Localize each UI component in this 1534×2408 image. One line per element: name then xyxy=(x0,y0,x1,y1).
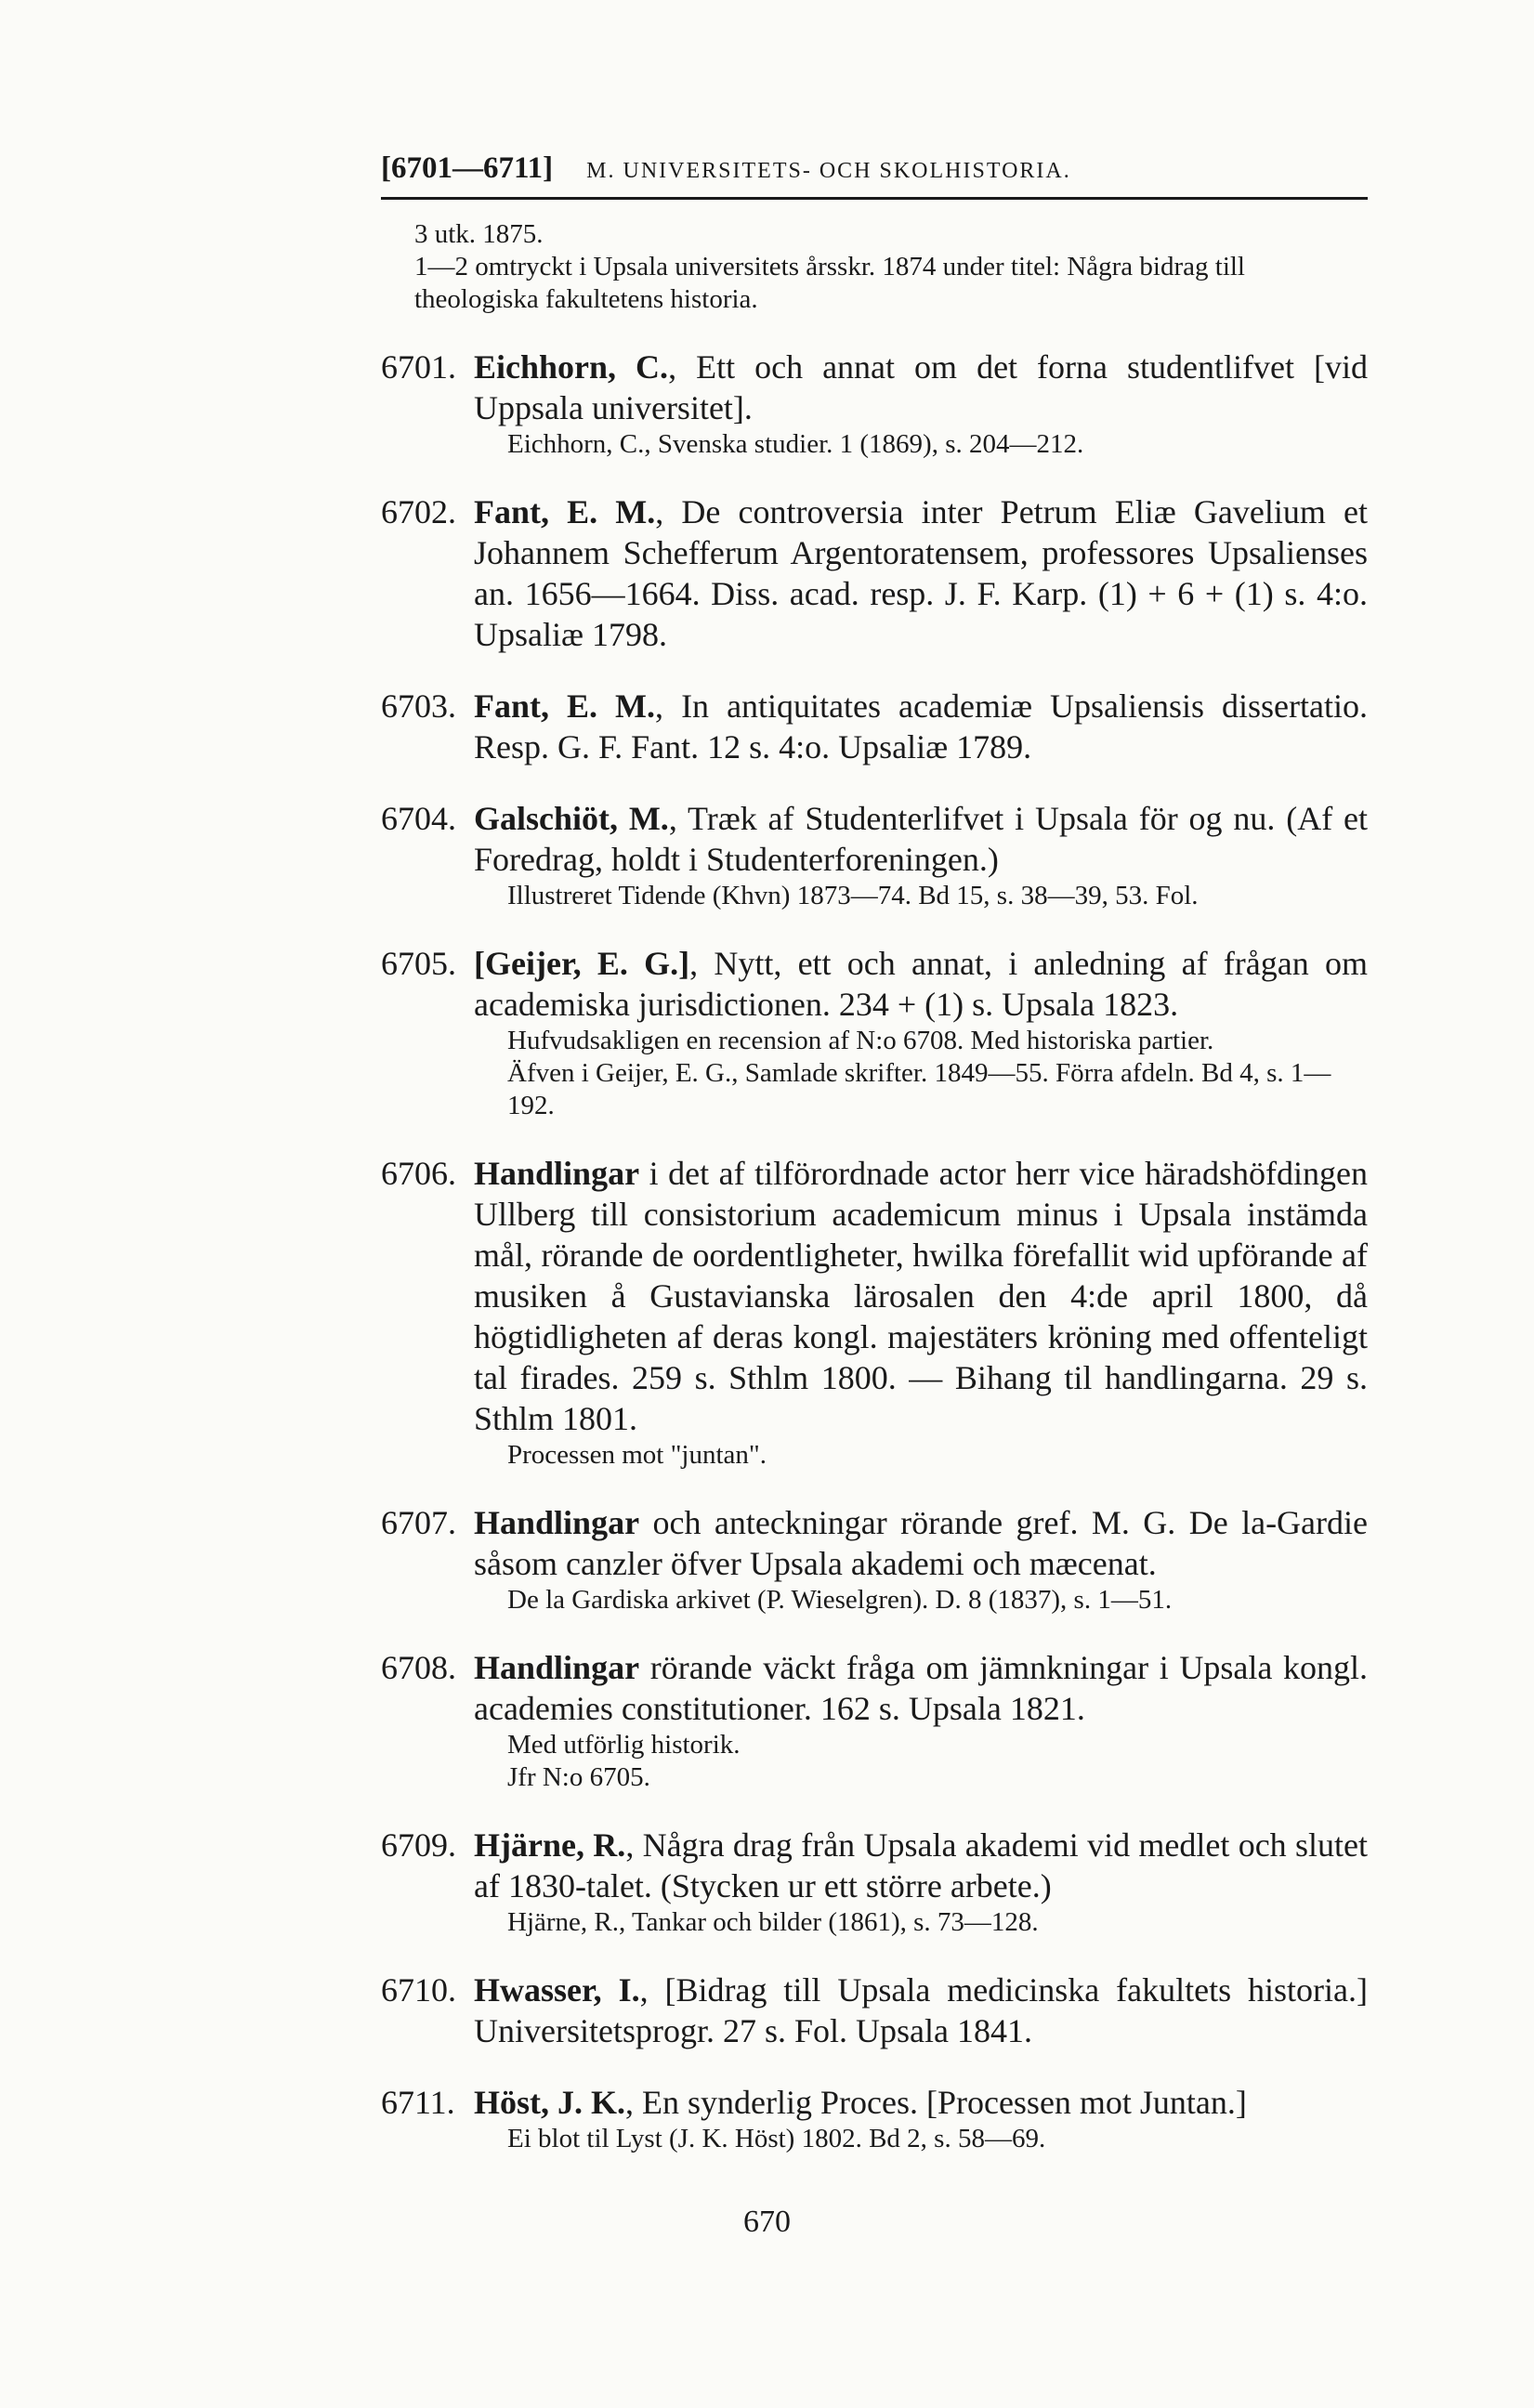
entry-author: Höst, J. K. xyxy=(474,2084,626,2121)
entry-text: , Några drag från Upsala akademi vid medlet och slutet af 1830-talet. (Stycken ur ett större arbete.) xyxy=(474,1826,1369,1904)
entry-body xyxy=(474,798,1368,912)
bibliography-entry xyxy=(381,943,1368,1122)
entry-citation xyxy=(474,686,1368,767)
entry-range: [6701—6711] xyxy=(381,151,554,185)
entry-body xyxy=(474,686,1368,767)
entry-author: Eichhorn, C. xyxy=(474,348,669,386)
entry-author: Hwasser, I. xyxy=(474,1971,640,2009)
entry-citation xyxy=(474,2082,1368,2123)
entry-body xyxy=(474,1153,1368,1472)
entry-author: Handlingar xyxy=(474,1155,640,1192)
entry-author: Hjärne, R. xyxy=(474,1826,626,1864)
entry-number: 6706. xyxy=(381,1155,456,1192)
entry-note: Illustreret Tidende (Khvn) 1873—74. Bd 15, s. 38—39, 53. Fol. xyxy=(507,881,1199,910)
bibliography-entry xyxy=(381,347,1368,461)
entry-list xyxy=(381,347,1368,2155)
bibliography-entry xyxy=(381,1502,1368,1616)
running-header xyxy=(381,149,1368,190)
bibliography-entry xyxy=(381,1153,1368,1472)
entry-note: Eichhorn, C., Svenska studier. 1 (1869), s. 204—212. xyxy=(507,429,1084,459)
entry-note: De la Gardiska arkivet (P. Wieselgren). D. 8 (1837), s. 1—51. xyxy=(507,1585,1173,1615)
entry-note: Ei blot til Lyst (J. K. Höst) 1802. Bd 2, s. 58—69. xyxy=(507,2124,1046,2153)
intro-note: 1—2 omtryckt i Upsala universitets årsskr. 1874 under titel: Några bidrag till theologiska fakultetens historia. xyxy=(414,252,1245,314)
entry-note: Hufvudsakligen en recension af N:o 6708. Med historiska partier. xyxy=(507,1026,1214,1055)
entry-body xyxy=(474,2082,1368,2155)
entry-author: Fant, E. M. xyxy=(474,687,656,725)
entry-text: i det af tilförordnade actor herr vice häradshöfdingen Ullberg till consistorium academicum minus i Upsala instämda mål, rörande de oordentligheter, hwilka förefallit wid upförande af musiken å Gustavianska lärosalen den 4:de april 1800, då högtidligheten af deras kongl. majestäters kröning med offenteligt tal firades. 259 s. Sthlm 1800. — Bihang til handlingarna. 29 s. Sthlm 1801. xyxy=(474,1155,1368,1437)
entry-citation xyxy=(474,1825,1368,1906)
content xyxy=(381,218,1368,2155)
bibliography-entry xyxy=(381,491,1368,655)
bibliography-entry xyxy=(381,1825,1368,1939)
bibliography-entry xyxy=(381,1647,1368,1794)
entry-note: Med utförlig historik. xyxy=(507,1730,741,1760)
entry-text: , Ett och annat om det forna studentlifvet [vid Uppsala universitet]. xyxy=(474,348,1368,426)
entry-body xyxy=(474,491,1368,655)
entry-number: 6708. xyxy=(381,1649,456,1686)
entry-citation xyxy=(474,1970,1368,2051)
entry-citation xyxy=(474,1153,1368,1439)
entry-text: , Nytt, ett och annat, i anledning af frågan om academiska jurisdictionen. 234 + (1) s. Upsala 1823. xyxy=(474,945,1368,1023)
entry-citation xyxy=(474,347,1368,428)
entry-author: Handlingar xyxy=(474,1504,640,1541)
entry-body xyxy=(474,347,1368,461)
entry-note: Hjärne, R., Tankar och bilder (1861), s. 73—128. xyxy=(507,1907,1039,1937)
entry-number: 6709. xyxy=(381,1826,456,1864)
entry-body xyxy=(474,1970,1368,2051)
entry-author: [Geijer, E. G.] xyxy=(474,945,690,982)
entry-number: 6701. xyxy=(381,348,456,386)
entry-text: rörande väckt fråga om jämnkningar i Upsala kongl. academies constitutioner. 162 s. Upsala 1821. xyxy=(474,1649,1368,1727)
bibliography-entry xyxy=(381,2082,1368,2155)
header-rule xyxy=(381,197,1368,200)
entry-text: , De controversia inter Petrum Eliæ Gavelium et Johannem Schefferum Argentoratensem, professores Upsalienses an. 1656—1664. Diss. acad. resp. J. F. Karp. (1) + 6 + (1) s. 4:o. Upsaliæ 1798. xyxy=(474,493,1369,653)
entry-body xyxy=(474,1825,1368,1939)
entry-text: , [Bidrag till Upsala medicinska fakultets historia.] Universitetsprogr. 27 s. Fol. Upsala 1841. xyxy=(474,1971,1368,2049)
page-number: 670 xyxy=(743,2205,791,2239)
entry-text: och anteckningar rörande gref. M. G. De la-Gardie såsom canzler öfver Upsala akademi och mæcenat. xyxy=(474,1504,1368,1582)
entry-number: 6710. xyxy=(381,1971,456,2009)
intro-notes xyxy=(381,218,1368,316)
entry-note: Processen mot "juntan". xyxy=(507,1440,767,1470)
entry-body xyxy=(474,1502,1368,1616)
entry-text: , Træk af Studenterlifvet i Upsala för og nu. (Af et Foredrag, holdt i Studenterforeningen.) xyxy=(474,800,1368,878)
entry-number: 6705. xyxy=(381,945,456,982)
entry-author: Handlingar xyxy=(474,1649,640,1686)
entry-author: Fant, E. M. xyxy=(474,493,656,530)
entry-number: 6711. xyxy=(381,2084,455,2121)
entry-number: 6707. xyxy=(381,1504,456,1541)
entry-text: , In antiquitates academiæ Upsaliensis dissertatio. Resp. G. F. Fant. 12 s. 4:o. Upsaliæ 1789. xyxy=(474,687,1368,766)
entry-citation xyxy=(474,798,1368,880)
entry-author: Galschiöt, M. xyxy=(474,800,669,837)
entry-note: Jfr N:o 6705. xyxy=(507,1762,650,1792)
bibliography-entry xyxy=(381,686,1368,767)
entry-number: 6702. xyxy=(381,493,456,530)
entry-number: 6704. xyxy=(381,800,456,837)
entry-number: 6703. xyxy=(381,687,456,725)
entry-note: Äfven i Geijer, E. G., Samlade skrifter. 1849—55. Förra afdeln. Bd 4, s. 1—192. xyxy=(507,1058,1331,1120)
section-title: M. UNIVERSITETS- OCH SKOLHISTORIA. xyxy=(586,159,1071,183)
entry-citation xyxy=(474,1647,1368,1729)
entry-citation xyxy=(474,943,1368,1025)
bibliography-entry xyxy=(381,1970,1368,2051)
intro-note: 3 utk. 1875. xyxy=(414,219,544,249)
entry-text: , En synderlig Proces. [Processen mot Juntan.] xyxy=(625,2084,1247,2121)
entry-citation xyxy=(474,1502,1368,1584)
entry-body xyxy=(474,943,1368,1122)
entry-citation xyxy=(474,491,1368,655)
entry-body xyxy=(474,1647,1368,1794)
bibliography-entry xyxy=(381,798,1368,912)
